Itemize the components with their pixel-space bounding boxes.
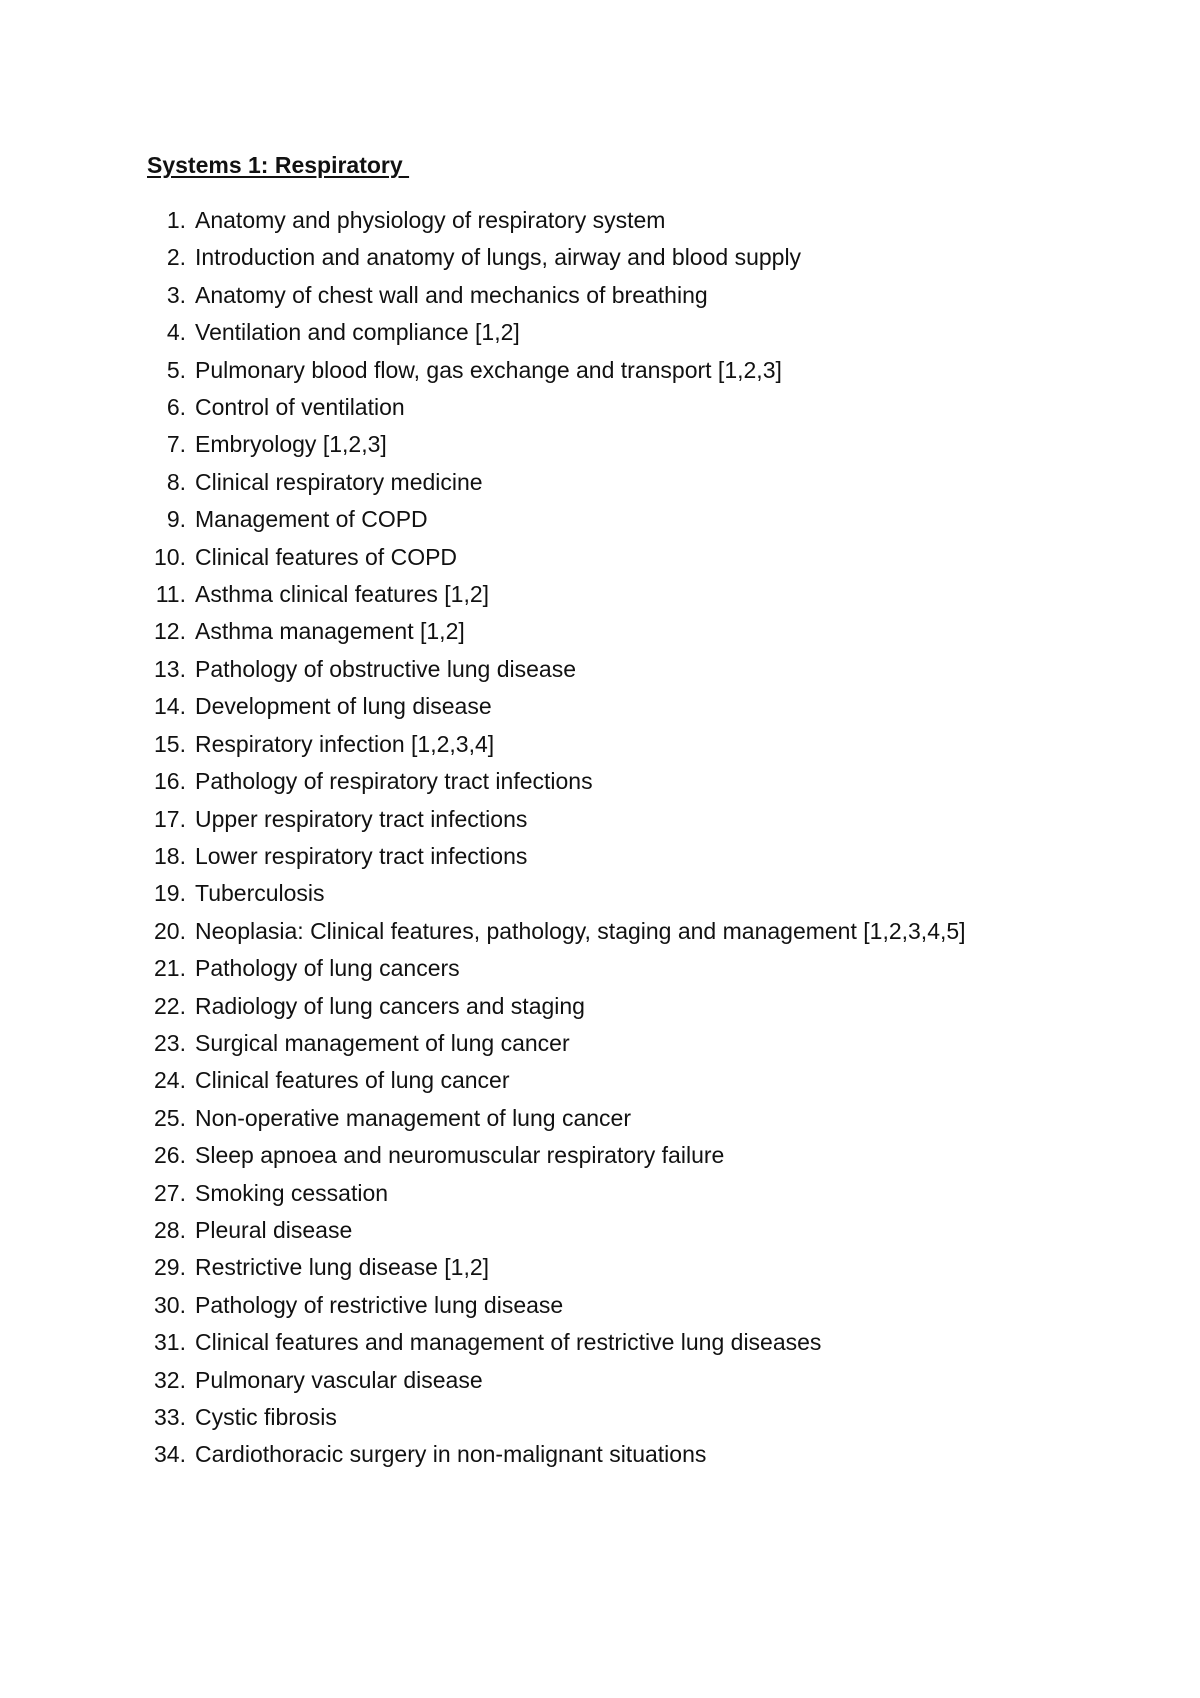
list-item-number: 16. xyxy=(154,768,186,795)
list-item-number: 26. xyxy=(154,1142,186,1169)
list-item-text: Pleural disease xyxy=(195,1216,353,1243)
list-item-number: 19. xyxy=(154,880,186,907)
list-item-number: 9. xyxy=(166,506,186,533)
list-item-number: 1. xyxy=(166,207,186,233)
list-item-number: 7. xyxy=(166,431,186,458)
list-item xyxy=(147,277,1107,314)
list-item-number: 32. xyxy=(154,1366,186,1393)
list-item-text: Neoplasia: Clinical features, pathology, staging and management [1,2,3,4,5] xyxy=(195,917,966,944)
topic-list xyxy=(147,202,1107,1474)
list-item-number: 12. xyxy=(154,618,186,645)
list-item-number: 34. xyxy=(154,1441,186,1468)
list-item xyxy=(147,1324,1107,1361)
list-item xyxy=(147,464,1107,501)
list-item xyxy=(147,651,1107,688)
list-item-number: 28. xyxy=(154,1216,186,1243)
list-item xyxy=(147,202,1107,239)
list-item xyxy=(147,1062,1107,1099)
list-item-number: 8. xyxy=(166,468,186,495)
list-item xyxy=(147,1249,1107,1286)
list-item-number: 17. xyxy=(154,805,186,832)
list-item-text: Development of lung disease xyxy=(195,693,492,720)
list-item-text: Control of ventilation xyxy=(195,394,405,421)
list-item-number: 27. xyxy=(154,1179,186,1206)
list-item-text: Restrictive lung disease [1,2] xyxy=(195,1254,490,1281)
list-item-text: Smoking cessation xyxy=(195,1179,389,1206)
list-item-number: 14. xyxy=(154,693,186,720)
list-item-text: Introduction and anatomy of lungs, airway and blood supply xyxy=(195,244,802,271)
list-item xyxy=(147,539,1107,576)
list-item-text: Embryology [1,2,3] xyxy=(195,431,387,458)
list-item-number: 18. xyxy=(154,842,186,869)
list-item-number: 29. xyxy=(154,1254,186,1281)
list-item-number: 20. xyxy=(154,917,186,944)
list-item xyxy=(147,1100,1107,1137)
list-item xyxy=(147,838,1107,875)
list-item xyxy=(147,1212,1107,1249)
list-item-text: Management of COPD xyxy=(195,506,428,533)
list-item-number: 10. xyxy=(154,543,186,570)
list-item-text: Sleep apnoea and neuromuscular respiratory failure xyxy=(195,1142,725,1169)
list-item xyxy=(147,501,1107,538)
list-item-text: Lower respiratory tract infections xyxy=(195,842,528,869)
list-item xyxy=(147,352,1107,389)
list-item-text: Clinical respiratory medicine xyxy=(195,468,483,495)
list-item-number: 22. xyxy=(154,992,186,1019)
list-item-number: 30. xyxy=(154,1291,186,1318)
list-item xyxy=(147,913,1107,950)
list-item-text: Cardiothoracic surgery in non-malignant situations xyxy=(195,1441,707,1468)
list-item xyxy=(147,1362,1107,1399)
list-item-text: Respiratory infection [1,2,3,4] xyxy=(195,730,495,757)
list-item xyxy=(147,988,1107,1025)
list-item xyxy=(147,1025,1107,1062)
list-item-text: Non-operative management of lung cancer xyxy=(195,1104,631,1131)
list-item-number: 6. xyxy=(166,394,186,421)
list-item-text: Radiology of lung cancers and staging xyxy=(195,992,585,1019)
list-item xyxy=(147,239,1107,276)
list-item-number: 25. xyxy=(154,1104,186,1131)
list-item-text: Upper respiratory tract infections xyxy=(195,805,528,832)
list-item-text: Cystic fibrosis xyxy=(195,1404,337,1430)
list-item xyxy=(147,763,1107,800)
list-item-number: 23. xyxy=(154,1029,186,1056)
list-item xyxy=(147,314,1107,351)
list-item-text: Ventilation and compliance [1,2] xyxy=(195,319,520,346)
list-item-text: Clinical features and management of restrictive lung diseases xyxy=(195,1329,822,1356)
list-item-number: 31. xyxy=(154,1329,186,1356)
list-item xyxy=(147,950,1107,987)
list-item xyxy=(147,726,1107,763)
list-item-number: 24. xyxy=(154,1067,186,1094)
list-item-number: 11. xyxy=(155,581,186,608)
list-item-text: Asthma clinical features [1,2] xyxy=(195,581,490,608)
list-item-number: 5. xyxy=(166,356,186,383)
list-item-number: 13. xyxy=(154,655,186,682)
list-item xyxy=(147,426,1107,463)
list-item-number: 21. xyxy=(154,955,186,982)
list-item-number: 3. xyxy=(166,281,186,308)
list-item-number: 2. xyxy=(166,244,186,271)
list-item-text: Pulmonary blood flow, gas exchange and transport [1,2,3] xyxy=(195,356,782,383)
list-item xyxy=(147,1137,1107,1174)
list-item xyxy=(147,576,1107,613)
list-item xyxy=(147,389,1107,426)
list-item xyxy=(147,1399,1107,1436)
list-item xyxy=(147,1175,1107,1212)
list-item-text: Pulmonary vascular disease xyxy=(195,1366,483,1393)
list-item-text: Tuberculosis xyxy=(195,880,325,907)
list-item xyxy=(147,613,1107,650)
list-item xyxy=(147,875,1107,912)
list-item-number: 15. xyxy=(154,730,186,757)
list-item xyxy=(147,801,1107,838)
document-title: Systems 1: Respiratory xyxy=(147,152,410,178)
list-item xyxy=(147,1436,1107,1473)
list-item-text: Pathology of lung cancers xyxy=(195,955,460,982)
list-item-text: Pathology of restrictive lung disease xyxy=(195,1291,564,1318)
list-item-text: Pathology of respiratory tract infections xyxy=(195,768,593,795)
list-item-text: Clinical features of COPD xyxy=(195,543,458,570)
list-item xyxy=(147,688,1107,725)
list-item-text: Clinical features of lung cancer xyxy=(195,1067,510,1094)
list-item-text: Pathology of obstructive lung disease xyxy=(195,655,577,682)
list-item-number: 33. xyxy=(154,1404,186,1430)
list-item-number: 4. xyxy=(166,319,186,346)
list-item-text: Asthma management [1,2] xyxy=(195,618,465,645)
list-item xyxy=(147,1287,1107,1324)
list-item-text: Anatomy of chest wall and mechanics of breathing xyxy=(195,281,708,308)
list-item-text: Surgical management of lung cancer xyxy=(195,1029,570,1056)
list-item-text: Anatomy and physiology of respiratory system xyxy=(195,207,666,233)
